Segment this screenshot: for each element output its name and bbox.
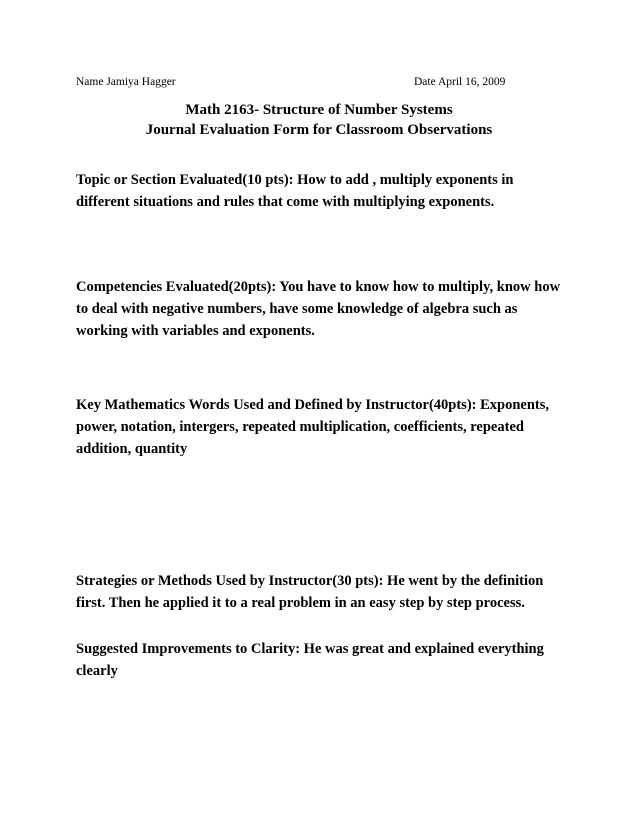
- competencies-section: Competencies Evaluated(20pts): You have to know how to multiply, know how to deal with negative numbers, have some knowledge of algebra such as working with variables and exponents.: [76, 279, 561, 339]
- header-line: [76, 76, 566, 92]
- improvements-section: Suggested Improvements to Clarity: He was great and explained everything clearly: [76, 641, 544, 679]
- topic-section: Topic or Section Evaluated(10 pts): How to add , multiply exponents in different situations and rules that come with multiplying exponents.: [76, 172, 514, 210]
- document-title: [0, 100, 638, 140]
- observation-date: Date April 16, 2009: [414, 76, 506, 88]
- strategies-section: Strategies or Methods Used by Instructor(30 pts): He went by the definition first. Then he applied it to a real problem in an easy step by step process.: [76, 573, 544, 611]
- form-title: Journal Evaluation Form for Classroom Observations: [145, 122, 493, 138]
- student-name: Name Jamiya Hagger: [76, 76, 176, 88]
- course-title: Math 2163- Structure of Number Systems: [185, 102, 453, 118]
- key-words-section: Key Mathematics Words Used and Defined by Instructor(40pts): Exponents, power, notation, intergers, repeated multiplication, coefficients, repeated addition, quantity: [76, 397, 550, 457]
